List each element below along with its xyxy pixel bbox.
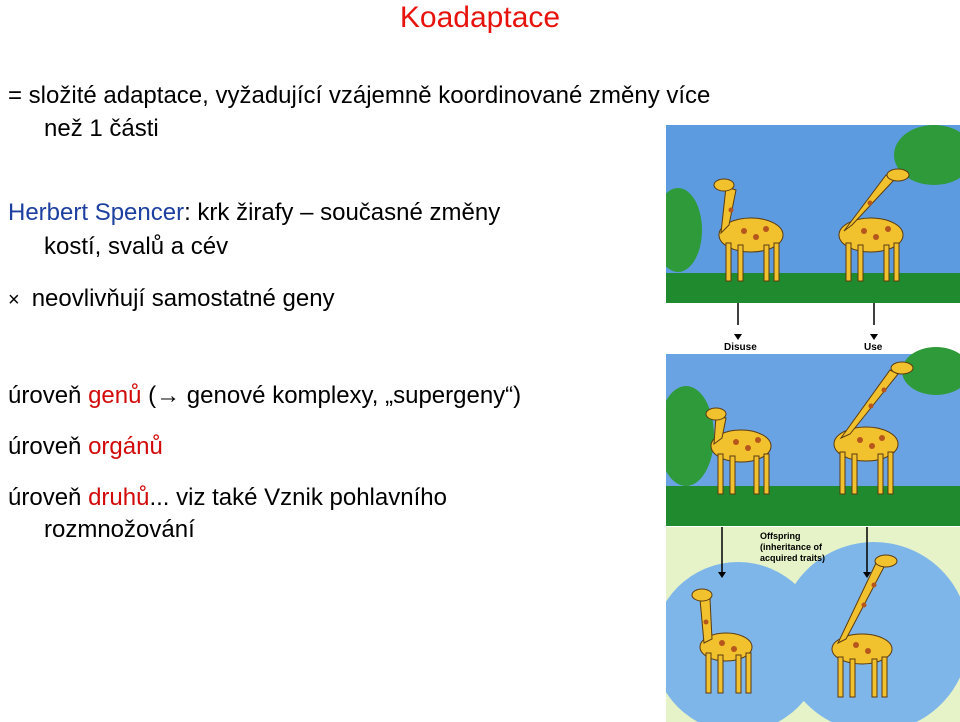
giraffe-use xyxy=(834,362,913,494)
offspring-svg xyxy=(666,527,960,722)
spencer-text: : krk žirafy – současné změny xyxy=(184,199,501,226)
spencer-line-1 xyxy=(8,197,500,229)
level-term: orgánů xyxy=(88,433,163,460)
level-term: genů xyxy=(88,382,142,409)
level-prefix: úroveň xyxy=(8,484,89,511)
bubble-right xyxy=(779,542,960,722)
spencer-line-2: kostí, svalů a cév xyxy=(44,233,229,260)
label-use: Use xyxy=(864,342,883,353)
level-prefix: úroveň xyxy=(8,382,89,409)
spencer-name: Herbert Spencer xyxy=(8,199,185,226)
bullet-line xyxy=(8,283,335,316)
label-offspring-1: Offspring xyxy=(760,531,801,541)
giraffe-disuse xyxy=(706,408,771,494)
disuse-use-svg xyxy=(666,326,960,526)
level-term: druhů xyxy=(88,484,150,511)
giraffe-parent-right xyxy=(839,169,909,281)
grass xyxy=(666,486,960,526)
illustration-panel-parents xyxy=(666,125,960,325)
tree-left xyxy=(666,386,714,486)
illustration-panel-disuse-use xyxy=(666,326,960,526)
level-species xyxy=(8,482,447,514)
level-organs xyxy=(8,431,163,463)
illustration-panel-offspring xyxy=(666,527,960,722)
label-disuse: Disuse xyxy=(724,342,757,353)
cross-icon: × xyxy=(8,289,20,311)
slide-title: Koadaptace xyxy=(399,1,561,34)
tree-left xyxy=(666,188,702,272)
bullet-text: neovlivňují samostatné geny xyxy=(31,285,335,312)
ground-white xyxy=(666,303,960,325)
level-genes xyxy=(8,380,521,412)
definition-line-1: = složité adaptace, vyžadující vzájemně koordinované změny více xyxy=(8,82,711,109)
parents-svg xyxy=(666,125,960,325)
label-offspring-3: acquired traits) xyxy=(760,553,826,563)
definition-line-2: než 1 části xyxy=(44,115,159,142)
level-species-continuation: rozmnožování xyxy=(44,516,195,543)
giraffe-parent-left xyxy=(714,179,783,281)
level-rest: ... viz také Vznik pohlavního xyxy=(149,484,447,511)
grass xyxy=(666,273,960,303)
label-offspring-2: (inheritance of xyxy=(760,542,823,552)
level-rest: (→ genové komplexy, „supergeny“) xyxy=(141,382,522,409)
level-prefix: úroveň xyxy=(8,433,89,460)
